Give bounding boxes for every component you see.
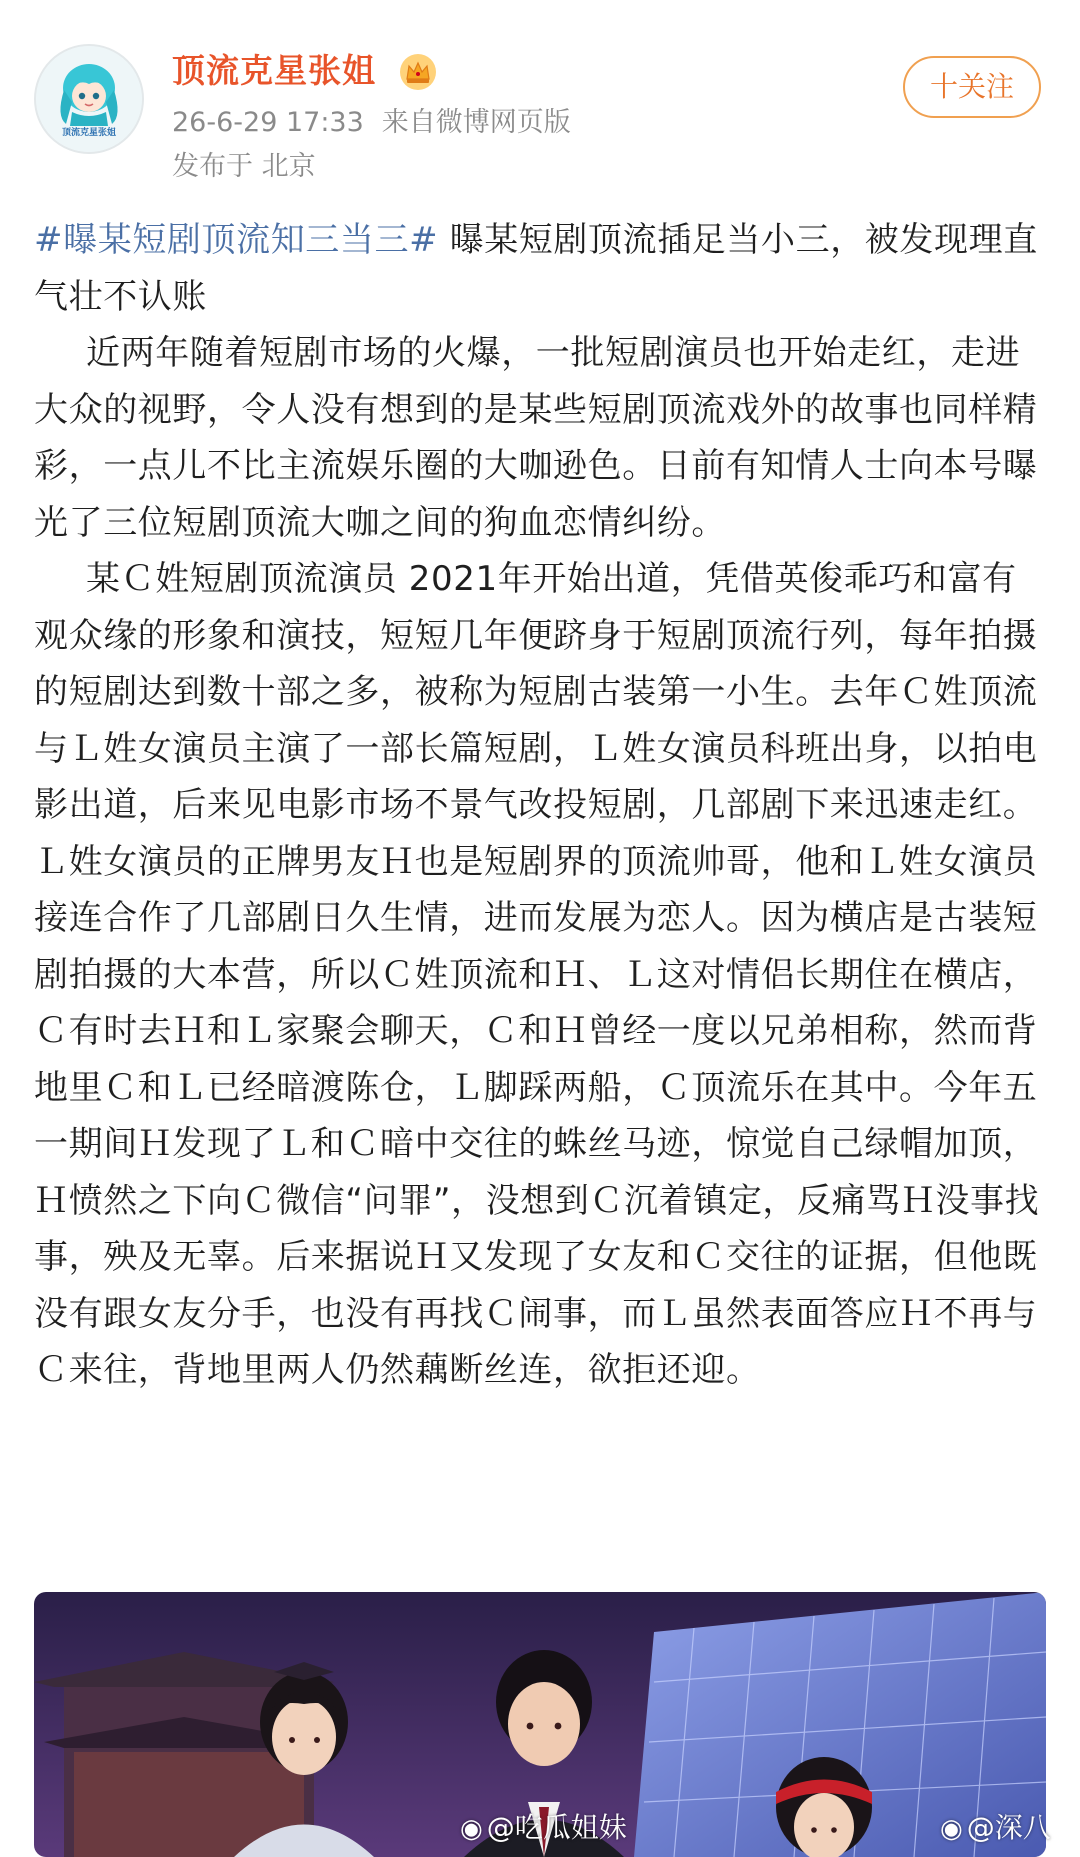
crown-icon (398, 52, 438, 92)
weibo-icon-2: ◉ (940, 1814, 963, 1844)
post-paragraph-2: 某Ｃ姓短剧顶流演员 2021年开始出道，凭借英俊乖巧和富有观众缘的形象和演技，短短几年便跻身于短剧顶流行列，每年拍摄的短剧达到数十部之多，被称为短剧古装第一小生。去年Ｃ姓顶流与Ｌ姓女演员主演了一部长篇短剧，Ｌ姓女演员科班出身，以拍电影出道，后来见电影市场不景气改投短剧，几部剧下来迅速走红。Ｌ姓女演员的正牌男友Ｈ也是短剧界的顶流帅哥，他和Ｌ姓女演员接连合作了几部剧日久生情，进而发展为恋人。因为横店是古装短剧拍摄的大本营，所以Ｃ姓顶流和Ｈ、Ｌ这对情侣长期住在横店，Ｃ有时去Ｈ和Ｌ家聚会聊天，Ｃ和Ｈ曾经一度以兄弟相称，然而背地里Ｃ和Ｌ已经暗渡陈仓，Ｌ脚踩两船，Ｃ顶流乐在其中。今年五一期间Ｈ发现了Ｌ和Ｃ暗中交往的蛛丝马迹，惊觉自己绿帽加顶，Ｈ愤然之下向Ｃ微信“问罪”，没想到Ｃ沉着镇定，反痛骂Ｈ没事找事，殃及无辜。后来据说Ｈ又发现了女友和Ｃ交往的证据，但他既没有跟女友分手，也没有再找Ｃ闹事，而Ｌ虽然表面答应Ｈ不再与Ｃ来往，背地里两人仍然藕断丝连，欲拒还迎。 (34, 559, 1040, 1390)
follow-button[interactable] (903, 56, 1041, 118)
avatar-caption: 顶流克星张姐 (61, 128, 116, 138)
user-name[interactable]: 顶流克星张姐 (172, 51, 376, 90)
post-meta (172, 104, 571, 142)
post-source[interactable]: 来自微博网页版 (381, 107, 571, 138)
watermark-2: ◉ @深八 (940, 1811, 1051, 1844)
post-timestamp: 26-6-29 17:33 (172, 107, 364, 138)
post-body (34, 212, 1046, 1399)
hashtag-link[interactable]: #曝某短剧顶流知三当三# (34, 220, 439, 260)
post-location: 发布于 北京 (172, 151, 316, 182)
avatar[interactable] (34, 44, 144, 154)
watermark-1: ◉ @吃瓜姐妹 (460, 1811, 627, 1844)
follow-button-label: 十关注 (929, 70, 1014, 103)
post-paragraph-1: 近两年随着短剧市场的火爆，一批短剧演员也开始走红，走进大众的视野，令人没有想到的是某些短剧顶流戏外的故事也同样精彩，一点儿不比主流娱乐圈的大咖逊色。日前有知情人士向本号曝光了三位短剧顶流大咖之间的狗血恋情纠纷。 (34, 333, 1038, 543)
weibo-icon: ◉ (460, 1814, 483, 1844)
post-headline (34, 212, 1046, 325)
headline-text: 曝某短剧顶流插足当小三，被发现理直气壮不认账 (34, 220, 1038, 317)
